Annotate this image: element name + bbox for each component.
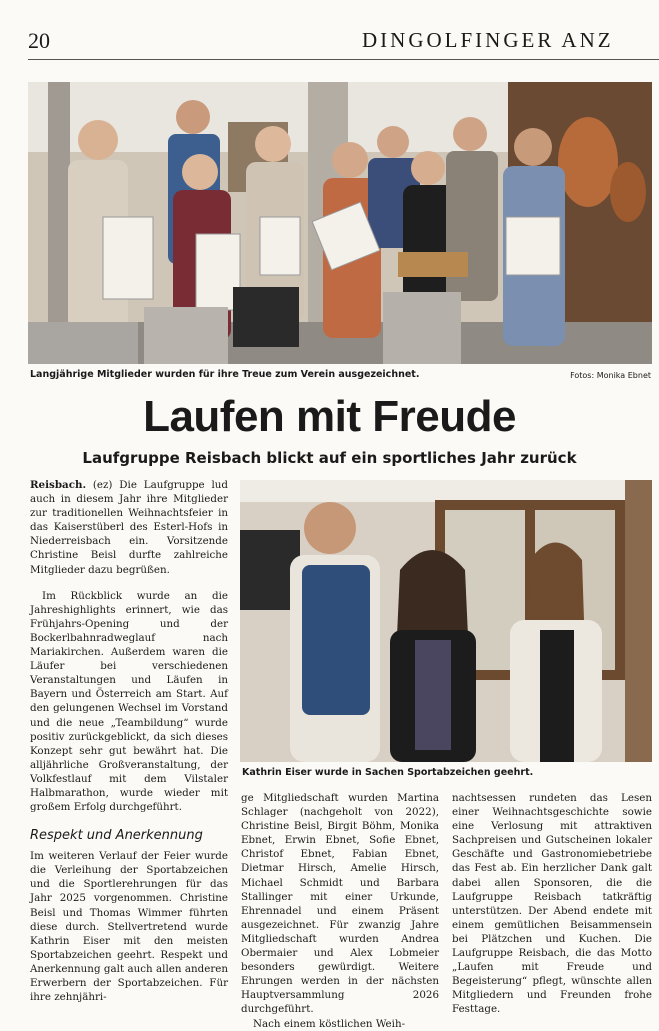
- photo-credit: Fotos: Monika Ebnet: [570, 371, 651, 380]
- group-photo: [28, 82, 652, 364]
- column-2: [241, 791, 439, 1031]
- photo2-caption: Kathrin Eiser wurde in Sachen Sportabzeichen geehrt.: [242, 767, 534, 778]
- subheadline: Laufgruppe Reisbach blickt auf ein sportliches Jahr zurück: [82, 449, 577, 467]
- paragraph-closing: nachtsessen rundeten das Lesen einer Weihnachtsgeschichte sowie eine Verlosung mit attraktiven Sachpreisen und Gutscheinen lokaler Geschäfte und Gastronomiebetriebe das Fest ab. Ein herzlicher Dank galt dabei allen Sponsoren, die die Laufgruppe Reisbach tatkräftig unterstützen. Der Abend endete mit einem gemütlichen Beisammensein bei Plätzchen und Kuchen. Die Laufgruppe Reisbach, die das Motto „Laufen mit Freude und Begeisterung“ pflegt, wünschte allen Mitgliedern und Freunden frohe Festtage.: [452, 792, 652, 1016]
- honoree-photo: [240, 480, 652, 762]
- headline: Laufen mit Freude: [143, 392, 516, 441]
- page-number: 20: [28, 28, 50, 53]
- paragraph-members: ge Mitgliedschaft wurden Martina Schlager (nachgeholt von 2022), Christine Beisl, Birgit Böhm, Monika Ebnet, Erwin Ebnet, Sofie Ebnet, Christof Ebnet, Fabian Ebnet, Dietmar Hirsch, Amelie Hirsch, Michael Schmidt und Barbara Stallinger mit einer Urkunde, Ehrennadel und einem Präsent ausgezeichnet. Für zwanzig Jahre Mitgliedschaft wurden Andrea Obermaier und Alex Lobmeier besonders gewürdigt. Weitere Ehrungen werden in der nächsten Hauptversammlung 2026 durchgeführt.: [241, 792, 439, 1016]
- section-heading: Respekt und Anerkennung: [30, 828, 203, 844]
- column-3: [452, 791, 652, 1017]
- dateline: Reisbach.: [30, 479, 87, 491]
- column-1: [30, 478, 228, 1004]
- newspaper-masthead: DINGOLFINGER ANZ: [362, 28, 614, 52]
- paragraph-intro: Reisbach. (ez) Die Laufgruppe lud auch in diesem Jahr ihre Mitglieder zur traditionellen Weihnachtsfeier in das Kaiserstüberl des Esterl-Hofs in Niederreisbach ein. Vorsitzende Christine Beisl durfte zahlreiche Mitglieder dazu begrüßen.: [30, 479, 228, 576]
- paragraph-review: Im Rückblick wurde an die Jahreshighlights erinnert, wie das Frühjahrs-Opening und der Bockerlbahnradweglauf nach Mariakirchen. Außerdem waren die Läufer bei verschiedenen Veranstaltungen und Läufen in Bayern und Österreich am Start. Auf den gelungenen Wechsel im Vorstand und die neue „Teambildung“ wurde positiv zurückgeblickt, da sich dieses Konzept sehr gut bewährt hat. Die alljährliche Großveranstaltung, der Volkfestlauf mit dem Vilstaler Halbmarathon, wurde wieder mit großem Erfolg durchgeführt.: [30, 589, 228, 814]
- paragraph-awards: Im weiteren Verlauf der Feier wurde die Verleihung der Sportabzeichen und die Sportlerehrungen für das Jahr 2025 vorgenommen. Christine Beisl und Thomas Wimmer führten diese durch. Stellvertretend wurde Kathrin Eiser mit den meisten Sportabzeichen geehrt. Respekt und Anerkennung galt auch allen anderen Erwerbern der Sportabzeichen. Für ihre zehnjähri-: [30, 850, 228, 1004]
- paragraph-dinner-start: Nach einem köstlichen Weih-: [253, 1017, 406, 1030]
- photo1-caption: Langjährige Mitglieder wurden für ihre Treue zum Verein ausgezeichnet.: [30, 369, 420, 380]
- header-rule: [28, 59, 659, 60]
